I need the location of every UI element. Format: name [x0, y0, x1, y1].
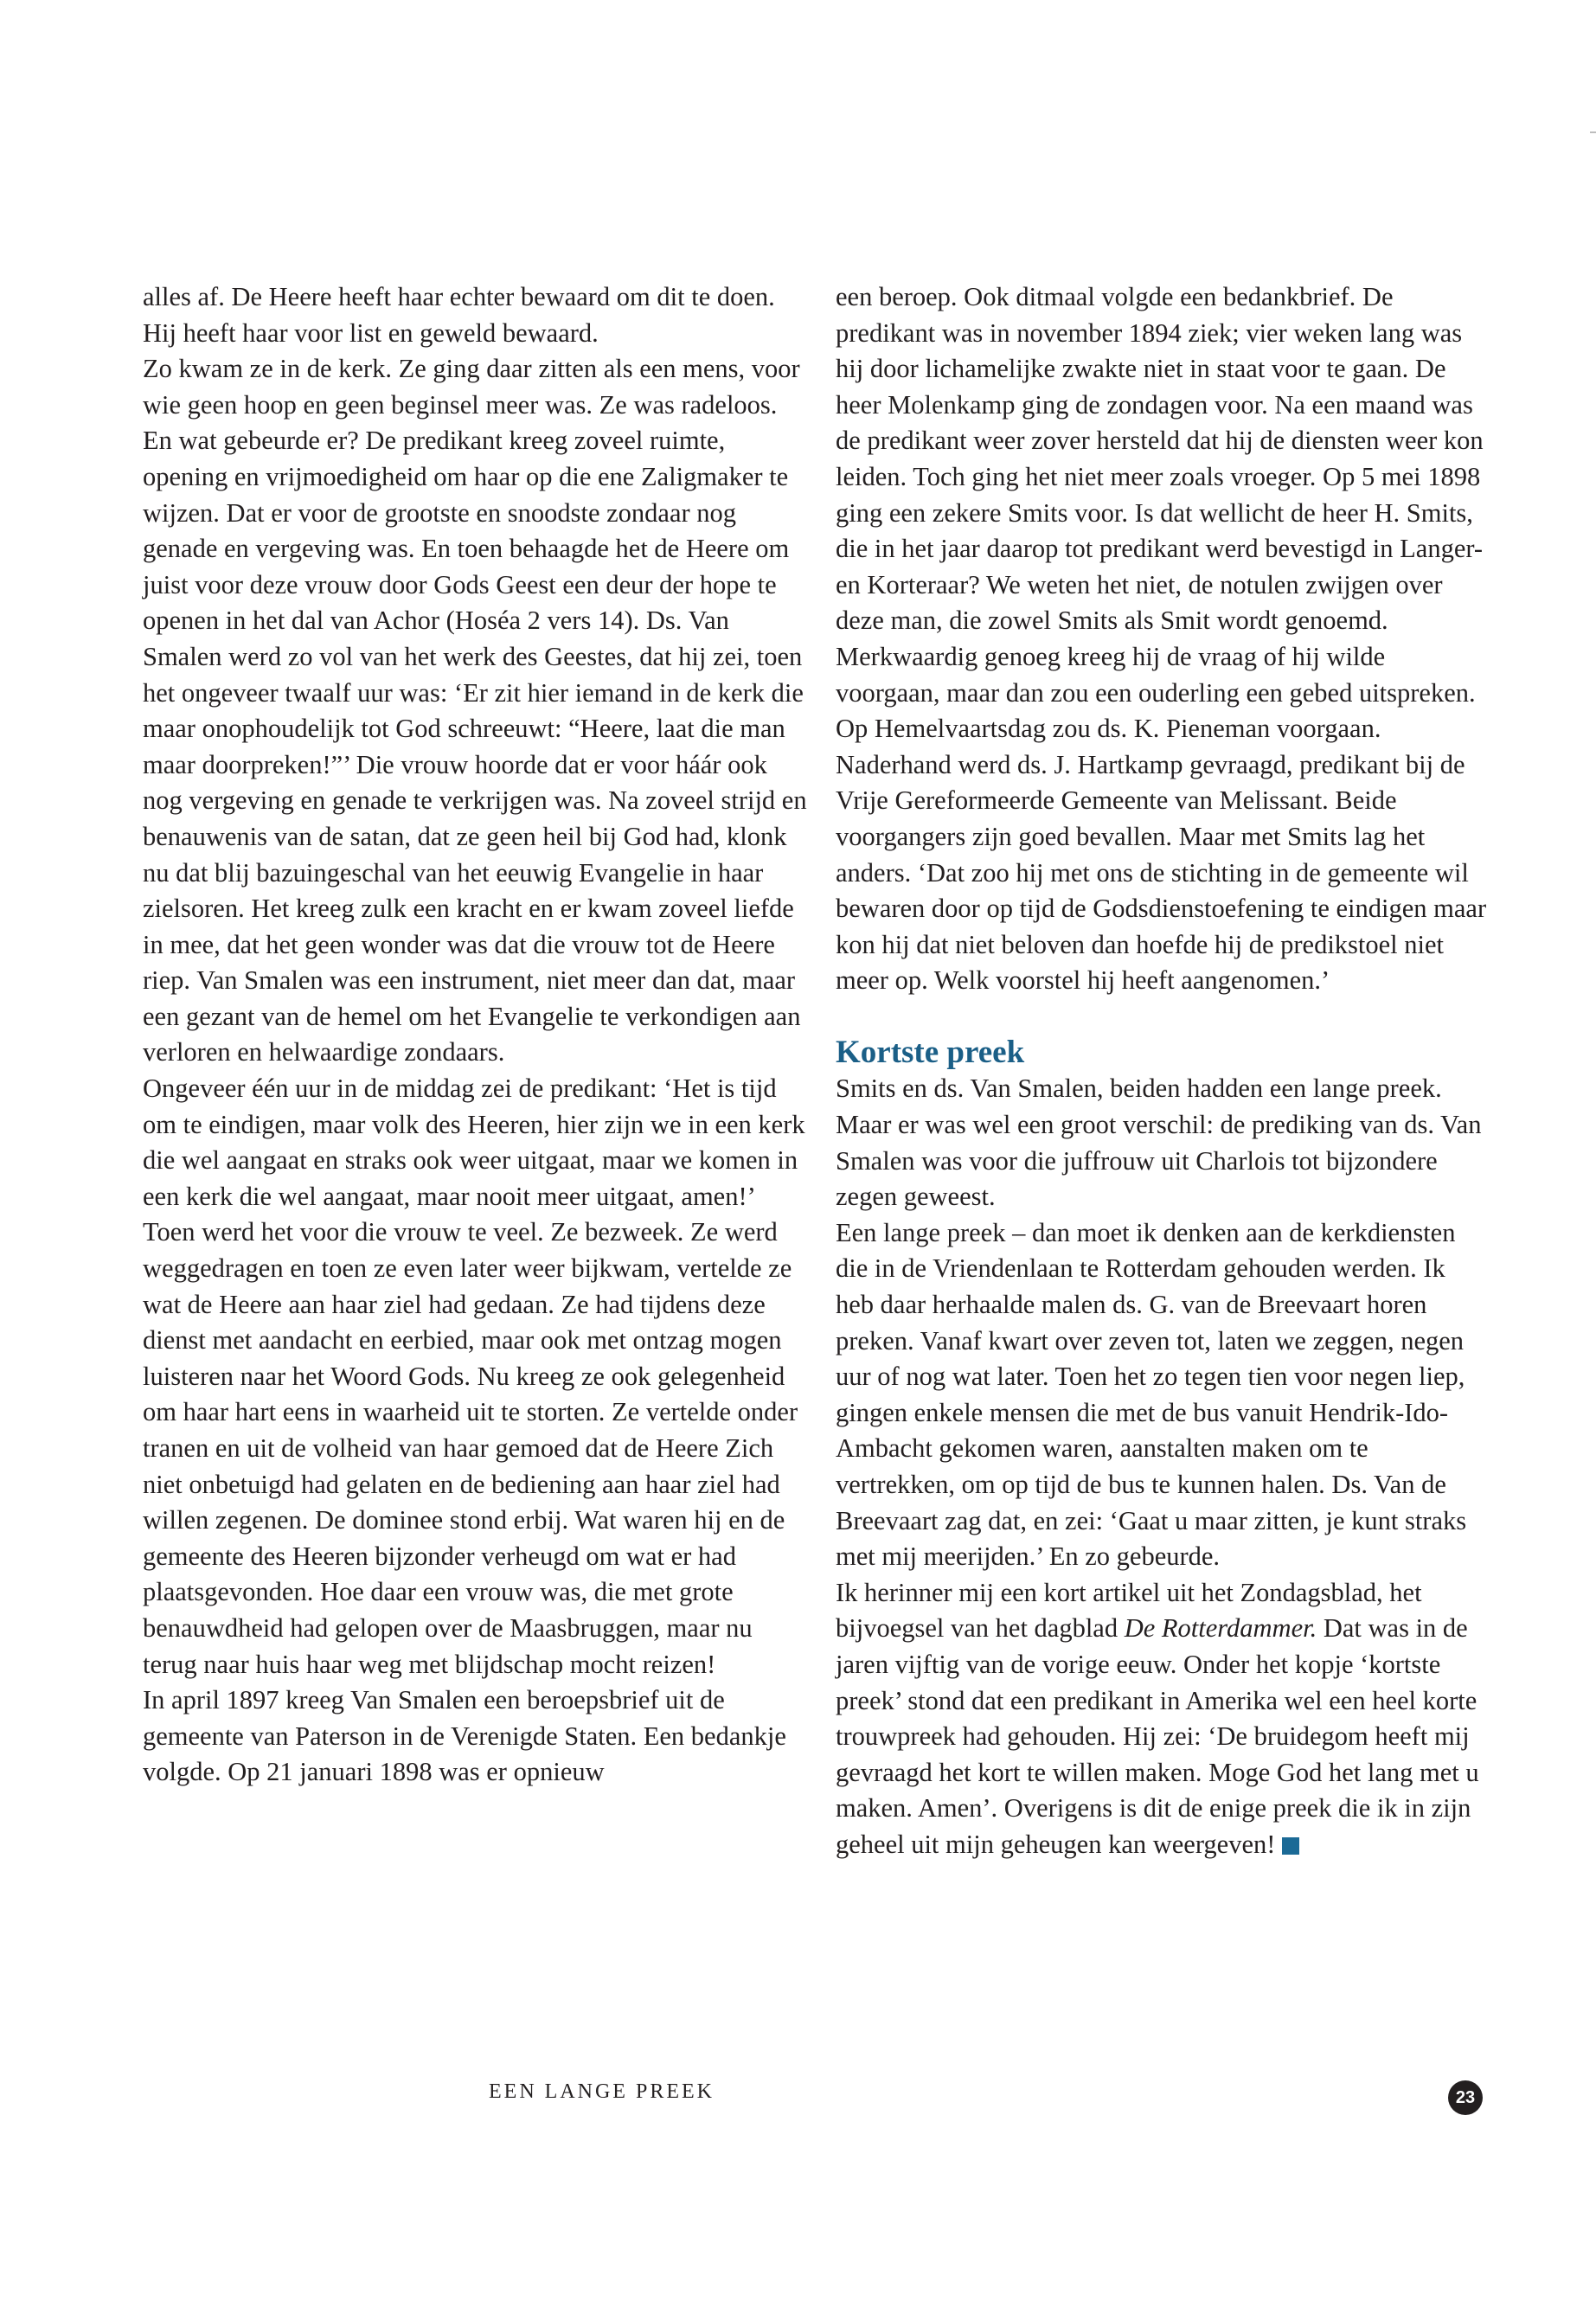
paragraph: Smits en ds. Van Smalen, beiden hadden een lange preek. Maar er was wel een groot verschil: de prediking van ds. Van Smalen was voor die juffrouw uit Charlois tot bijzondere zegen geweest. [836, 1074, 1482, 1212]
paragraph: Ongeveer één uur in de middag zei de predikant: ‘Het is tijd om te eindigen, maar volk des Heeren, hier zijn we in een kerk die wel aangaat en straks ook weer uitgaat, maar we komen in een kerk die wel aangaat, maar nooit meer uitgaat, amen!’ [143, 1074, 805, 1211]
paragraph [836, 1575, 1490, 1863]
right-column [836, 279, 1490, 1863]
section-heading: Kortste preek [836, 1035, 1025, 1071]
page-number-badge: 23 [1448, 2080, 1483, 2115]
newspaper-title: De Rotterdammer. [1124, 1613, 1317, 1644]
running-footer-title: EEN LANGE PREEK [489, 2080, 715, 2103]
paragraph: Zo kwam ze in de kerk. Ze ging daar zitten als een mens, voor wie geen hoop en geen beginsel meer was. Ze was radeloos. En wat gebeurde er? De predikant kreeg zoveel ruimte, opening en vrijmoedigheid om haar op die ene Zaligmaker te wijzen. Dat er voor de grootste en snoodste zondaar nog genade en vergeving was. En toen behaagde het de Heere om juist voor deze vrouw door Gods Geest een deur der hope te openen in het dal van Achor (Hoséa 2 vers 14). Ds. Van Smalen werd zo vol van het werk des Geestes, dat hij zei, toen het ongeveer twaalf uur was: ‘Er zit hier iemand in de kerk die maar onophoudelijk tot God schreeuwt: “Heere, laat die man maar doorpreken!”’ Die vrouw hoorde dat er voor háár ook nog vergeving en genade te verkrijgen was. Na zoveel strijd en benauwenis van de satan, dat ze geen heil bij God had, klonk nu dat blij bazuingeschal van het eeuwig Evangelie in haar zielsoren. Het kreeg zulk een kracht en er kwam zoveel liefde in mee, dat het geen wonder was dat die vrouw tot de Heere riep. Van Smalen was een instrument, niet meer dan dat, maar een gezant van de hemel om het Evangelie te verkondigen aan verloren en helwaardige zondaars. [143, 354, 807, 1067]
left-column [143, 279, 809, 1791]
paragraph-text: Dat was in de jaren vijftig van de vorige eeuw. Onder het kopje ‘kortste preek’ stond dat een predikant in Amerika wel een heel korte trouwpreek had gehouden. Hij zei: ‘De bruidegom heeft mij gevraagd het kort te willen maken. Moge God het lang met u maken. Amen’. Overigens is dit de enige preek die ik in zijn geheel uit mijn geheugen kan weergeven! [836, 1613, 1479, 1859]
corner-tick-mark [1590, 131, 1596, 133]
paragraph: alles af. De Heere heeft haar echter bewaard om dit te doen. Hij heeft haar voor list en geweld bewaard. [143, 282, 775, 348]
paragraph: een beroep. Ook ditmaal volgde een bedankbrief. De predikant was in november 1894 ziek; vier weken lang was hij door lichamelijke zwakte niet in staat voor te gaan. De heer Molenkamp ging de zondagen voor. Na een maand was de predikant weer zover hersteld dat hij de diensten weer kon leiden. Toch ging het niet meer zoals vroeger. Op 5 mei 1898 ging een zekere Smits voor. Is dat wellicht de heer H. Smits, die in het jaar daarop tot predikant werd bevestigd in Langer- en Korteraar? We weten het niet, de notulen zwijgen over deze man, die zowel Smits als Smit wordt genoemd. Merkwaardig genoeg kreeg hij de vraag of hij wilde voorgaan, maar dan zou een ouderling een gebed uitspreken. Op Hemelvaartsdag zou ds. K. Pieneman voorgaan. Naderhand werd ds. J. Hartkamp gevraagd, predikant bij de Vrije Gereformeerde Gemeente van Melissant. Beide voorgangers zijn goed bevallen. Maar met Smits lag het anders. ‘Dat zoo hij met ons de stichting in de gemeente wil bewaren door op tijd de Godsdienstoefening te eindigen maar kon hij dat niet beloven dan hoefde hij de predikstoel niet meer op. Welk voorstel hij heeft aangenomen.’ [836, 282, 1487, 996]
paragraph: Een lange preek – dan moet ik denken aan de kerkdiensten die in de Vriendenlaan te Rotterdam gehouden werden. Ik heb daar herhaalde malen ds. G. van de Breevaart horen preken. Vanaf kwart over zeven tot, laten we zeggen, negen uur of nog wat later. Toen het zo tegen tien voor negen liep, gingen enkele mensen die met de bus vanuit Hendrik-Ido-Ambacht gekomen waren, aanstalten maken om te vertrekken, om op tijd de bus te kunnen halen. Ds. Van de Breevaart zag dat, en zei: ‘Gaat u maar zitten, je kunt straks met mij meerijden.’ En zo gebeurde. [836, 1217, 1467, 1572]
paragraph-text: Ik herinner mij een kort artikel uit het Zondagsblad, het bijvoegsel van het dagblad [836, 1577, 1422, 1644]
section-spacer [836, 999, 1490, 1035]
end-of-article-icon [1282, 1837, 1299, 1855]
paragraph: Toen werd het voor die vrouw te veel. Ze bezweek. Ze werd weggedragen en toen ze even later weer bijkwam, vertelde ze wat de Heere aan haar ziel had gedaan. Ze had tijdens deze dienst met aandacht en eerbied, maar ook met ontzag mogen luisteren naar het Woord Gods. Nu kreeg ze ook gelegenheid om haar hart eens in waarheid uit te storten. Ze vertelde onder tranen en uit de volheid van haar gemoed dat de Heere Zich niet onbetuigd had gelaten en de bediening aan haar ziel had willen zegenen. De dominee stond erbij. Wat waren hij en de gemeente des Heeren bijzonder verheugd om wat er had plaatsgevonden. Hoe daar een vrouw was, die met grote benauwdheid had gelopen over de Maasbruggen, maar nu terug naar huis haar weg met blijdschap mocht reizen! [143, 1217, 798, 1679]
paragraph: In april 1897 kreeg Van Smalen een beroepsbrief uit de gemeente van Paterson in de Verenigde Staten. Een bedankje volgde. Op 21 januari 1898 was er opnieuw [143, 1685, 786, 1787]
